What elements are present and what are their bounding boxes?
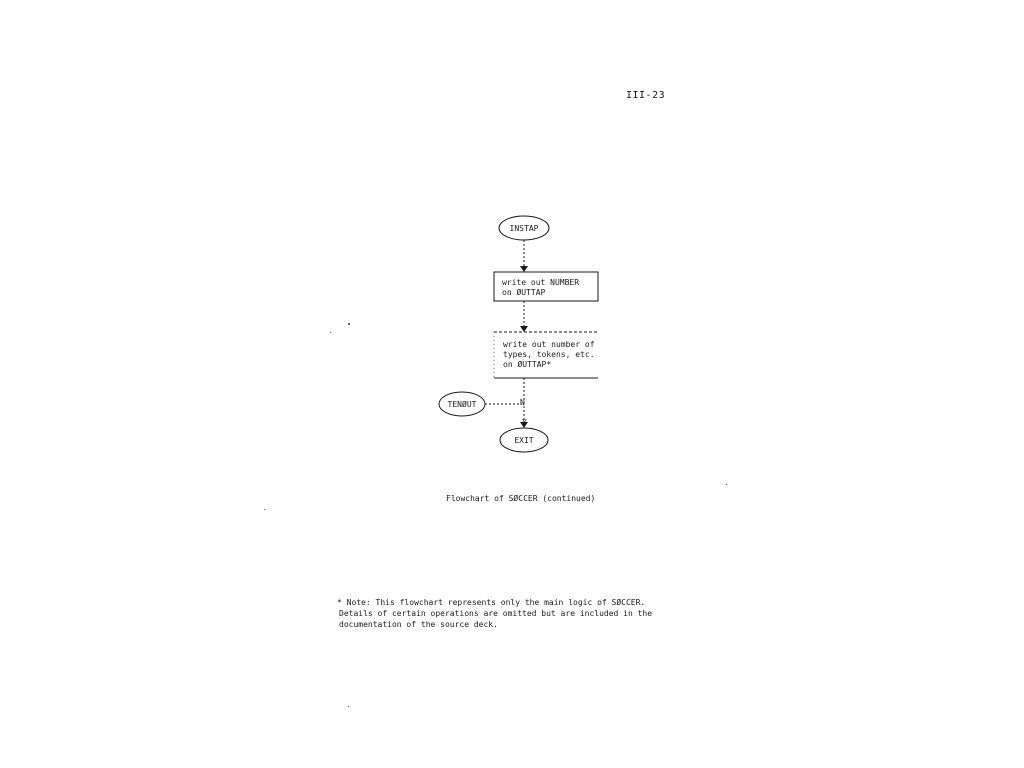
page-number: III-23	[626, 90, 666, 101]
footnote-line-1: * Note: This flowchart represents only the main logic of SØCCER.	[337, 598, 646, 607]
scan-speck	[726, 484, 727, 485]
connector-label-n: N	[520, 398, 525, 407]
arrowhead-box1	[520, 266, 528, 272]
footnote	[337, 597, 677, 630]
scan-speck	[264, 509, 265, 510]
box2-line2: types, tokens, etc.	[503, 350, 595, 359]
box2-line3: on ØUTTAP*	[503, 360, 552, 369]
box2-line1: write out number of	[503, 340, 595, 349]
scan-speck	[330, 332, 331, 333]
figure-caption: Flowchart of SØCCER (continued)	[446, 494, 596, 503]
connector-oval-label: TENØUT	[447, 400, 477, 409]
scan-speck	[348, 706, 349, 707]
scan-speck	[348, 323, 350, 325]
footnote-line-3: documentation of the source deck.	[339, 620, 498, 629]
arrowhead-box2	[520, 326, 528, 332]
connector-label-y: Y	[522, 418, 527, 427]
box1-line2: on ØUTTAP	[502, 288, 546, 297]
box1-line1: write out NUMBER	[502, 278, 580, 287]
start-oval-label: INSTAP	[509, 224, 539, 233]
exit-oval-label: EXIT	[514, 436, 534, 445]
footnote-line-2: Details of certain operations are omitted but are included in the	[339, 609, 653, 618]
